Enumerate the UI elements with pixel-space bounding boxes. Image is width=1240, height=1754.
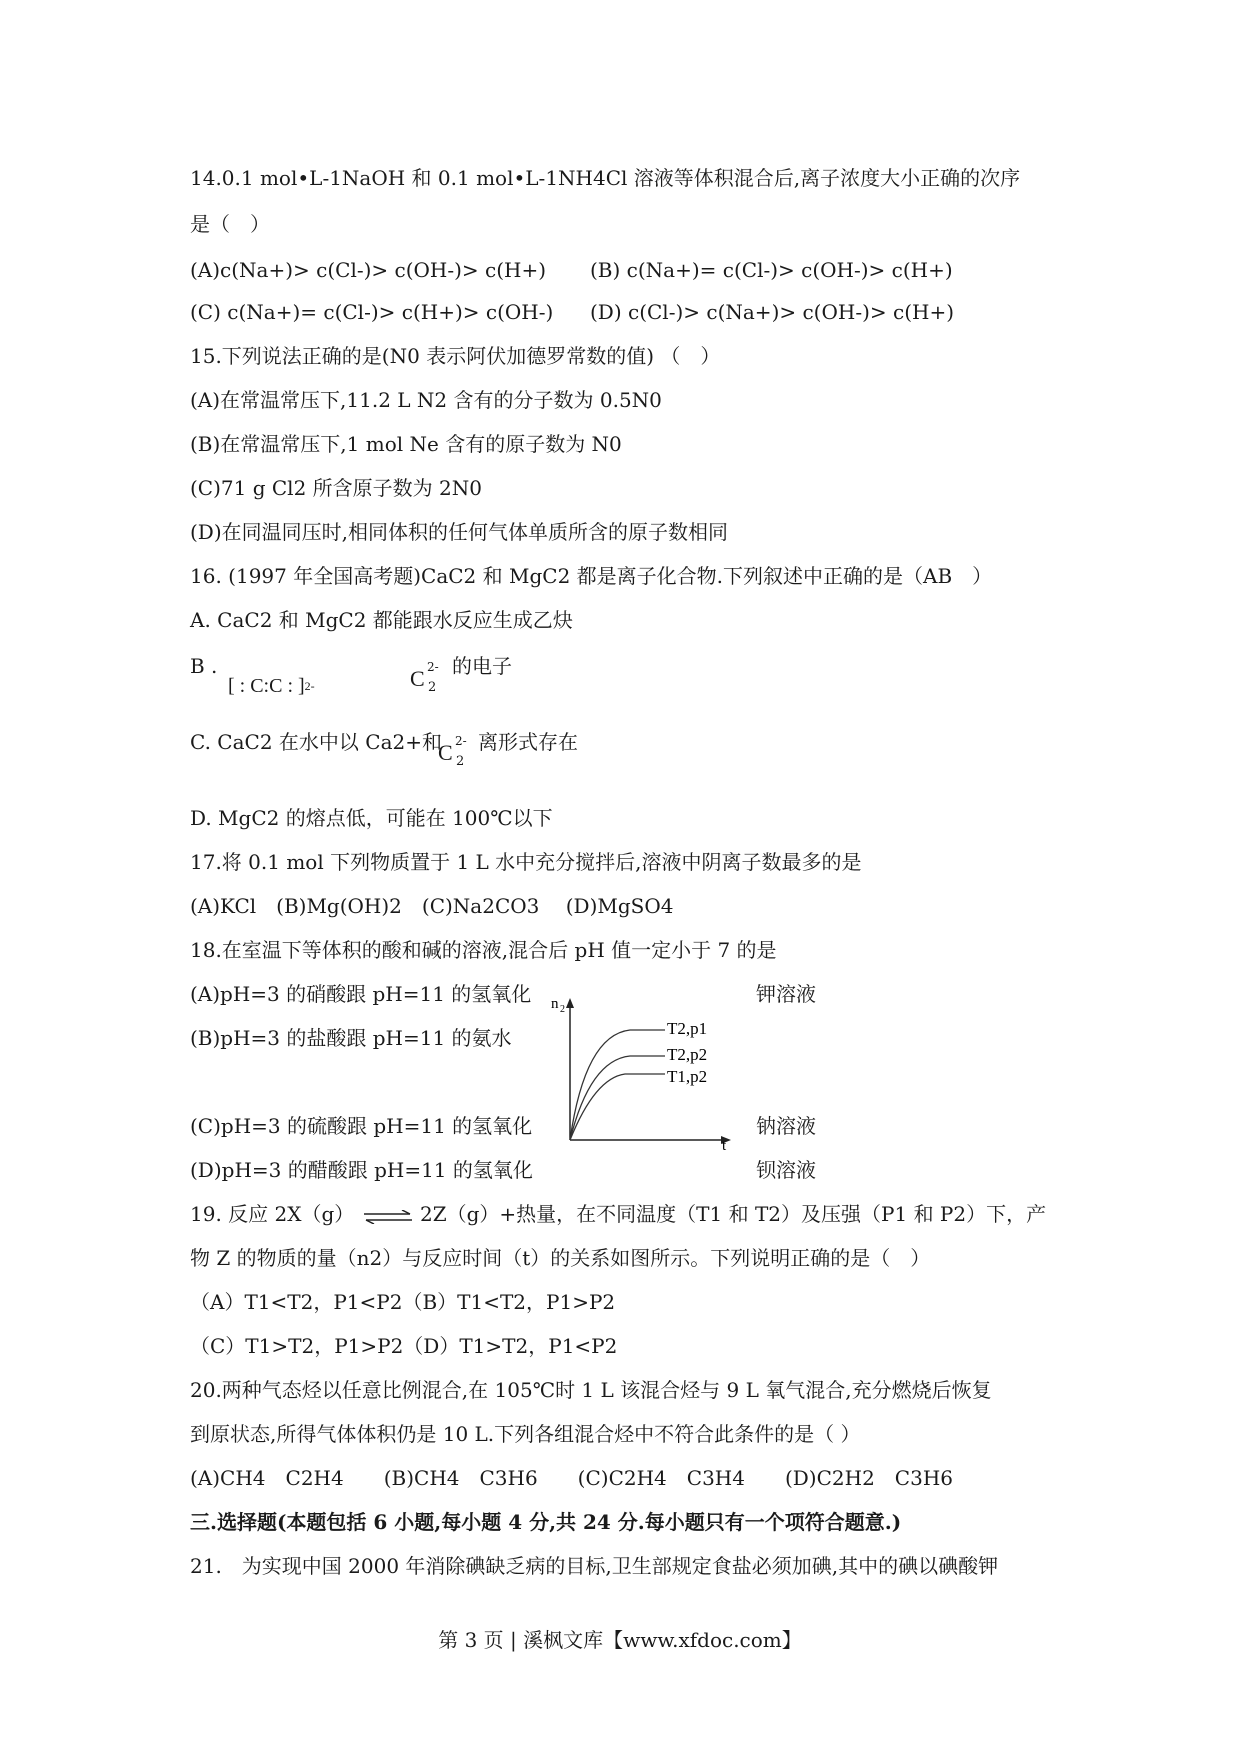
q14-option-c: (C) c(Na+)= c(Cl-)> c(H+)> c(OH-) bbox=[190, 300, 554, 324]
equilibrium-arrow-icon bbox=[362, 1210, 414, 1224]
electron-formula-text: [ : C:C : ] bbox=[228, 675, 305, 697]
q19-options-cd: （C）T1>T2，P1>P2（D）T1>T2，P1<P2 bbox=[190, 1334, 618, 1358]
q16-b-ion bbox=[410, 660, 450, 700]
ion-subscript: 2 bbox=[456, 754, 465, 769]
q14-option-d: (D) c(Cl-)> c(Na+)> c(OH-)> c(H+) bbox=[590, 300, 955, 324]
curve-t1-p2 bbox=[570, 1074, 665, 1140]
q15-option-d: (D)在同温同压时,相同体积的任何气体单质所含的原子数相同 bbox=[190, 520, 728, 544]
q16-option-d: D. MgC2 的熔点低，可能在 100℃以下 bbox=[190, 806, 553, 830]
curve-label-1: T2,p1 bbox=[667, 1019, 708, 1038]
q18-option-d-left: (D)pH=3 的醋酸跟 pH=11 的氢氧化 bbox=[190, 1158, 533, 1182]
q18-option-c-left: (C)pH=3 的硫酸跟 pH=11 的氢氧化 bbox=[190, 1114, 533, 1138]
q17-options: (A)KCl (B)Mg(OH)2 (C)Na2CO3 (D)MgSO4 bbox=[190, 894, 674, 918]
q14-stem-line2: 是（ ） bbox=[190, 212, 270, 236]
q15-option-c: (C)71 g Cl2 所含原子数为 2N0 bbox=[190, 476, 482, 500]
page-footer: 第 3 页 | 溪枫文库【www.xfdoc.com】 bbox=[438, 1628, 802, 1652]
reaction-graph bbox=[545, 990, 735, 1150]
q15-option-a: (A)在常温常压下,11.2 L N2 含有的分子数为 0.5N0 bbox=[190, 388, 662, 412]
y-axis-subscript: 2 bbox=[560, 1004, 565, 1015]
q18-option-a-left: (A)pH=3 的硝酸跟 pH=11 的氢氧化 bbox=[190, 982, 532, 1006]
q19-stem-line2: 物 Z 的物质的量（n2）与反应时间（t）的关系如图所示。下列说明正确的是（ ） bbox=[190, 1246, 931, 1270]
q18-option-d-right: 钡溶液 bbox=[756, 1158, 816, 1182]
q15-option-b: (B)在常温常压下,1 mol Ne 含有的原子数为 N0 bbox=[190, 432, 622, 456]
q19-stem-part1: 19. 反应 2X（g） bbox=[190, 1202, 355, 1226]
q20-stem-line2: 到原状态,所得气体体积仍是 10 L.下列各组混合烃中不符合此条件的是（ ） bbox=[190, 1422, 861, 1446]
q16-option-b-suffix: 的电子 bbox=[452, 654, 512, 678]
q19-stem-part2: 2Z（g）+热量，在不同温度（T1 和 T2）及压强（P1 和 P2）下，产 bbox=[420, 1202, 1047, 1226]
q16-electron-formula bbox=[228, 674, 315, 698]
ion-superscript: 2- bbox=[427, 660, 439, 674]
section-3-heading: 三.选择题(本题包括 6 小题,每小题 4 分,共 24 分.每小题只有一个项符合题意.) bbox=[190, 1510, 902, 1534]
q18-stem: 18.在室温下等体积的酸和碱的溶液,混合后 pH 值一定小于 7 的是 bbox=[190, 938, 777, 962]
q19-options-ab: （A）T1<T2，P1<P2（B）T1<T2，P1>P2 bbox=[190, 1290, 616, 1314]
q18-option-c-right: 钠溶液 bbox=[756, 1114, 816, 1138]
ion-symbol: C bbox=[438, 740, 453, 765]
q16-stem: 16. (1997 年全国高考题)CaC2 和 MgC2 都是离子化合物.下列叙述中正确的是（AB ） bbox=[190, 564, 993, 588]
q20-options: (A)CH4 C2H4 (B)CH4 C3H6 (C)C2H4 C3H4 (D)C2H2 C3H6 bbox=[190, 1466, 953, 1490]
ion-superscript: 2- bbox=[455, 734, 467, 748]
q20-stem-line1: 20.两种气态烃以任意比例混合,在 105℃时 1 L 该混合烃与 9 L 氧气混合,充分燃烧后恢复 bbox=[190, 1378, 992, 1402]
q18-option-a-right: 钾溶液 bbox=[756, 982, 816, 1006]
electron-formula-charge: 2- bbox=[304, 679, 315, 693]
x-axis-label: t bbox=[722, 1138, 727, 1150]
q16-option-a: A. CaC2 和 MgC2 都能跟水反应生成乙炔 bbox=[190, 608, 573, 632]
q18-option-b: (B)pH=3 的盐酸跟 pH=11 的氨水 bbox=[190, 1026, 512, 1050]
curve-t2-p2 bbox=[570, 1056, 665, 1140]
curve-t2-p1 bbox=[570, 1030, 665, 1140]
curve-label-3: T1,p2 bbox=[667, 1067, 708, 1086]
q15-stem: 15.下列说法正确的是(N0 表示阿伏加德罗常数的值) （ ） bbox=[190, 344, 721, 368]
y-axis-label: n bbox=[551, 996, 559, 1012]
curve-label-2: T2,p2 bbox=[667, 1045, 708, 1064]
y-axis-arrow bbox=[566, 998, 574, 1008]
q14-option-a: (A)c(Na+)> c(Cl-)> c(OH-)> c(H+) bbox=[190, 258, 547, 282]
q14-stem-line1: 14.0.1 mol•L-1NaOH 和 0.1 mol•L-1NH4Cl 溶液等体积混合后,离子浓度大小正确的次序 bbox=[190, 166, 1021, 190]
q14-option-b: (B) c(Na+)= c(Cl-)> c(OH-)> c(H+) bbox=[590, 258, 953, 282]
q16-c-ion bbox=[438, 734, 478, 774]
q21-stem: 21. 为实现中国 2000 年消除碘缺乏病的目标,卫生部规定食盐必须加碘,其中的碘以碘酸钾 bbox=[190, 1554, 999, 1578]
ion-subscript: 2 bbox=[428, 680, 437, 695]
q16-option-b-prefix: B . bbox=[190, 654, 218, 678]
q16-option-c-prefix: C. CaC2 在水中以 Ca2+和 bbox=[190, 730, 442, 754]
q16-option-c-suffix: 离形式存在 bbox=[478, 730, 578, 754]
q17-stem: 17.将 0.1 mol 下列物质置于 1 L 水中充分搅拌后,溶液中阴离子数最多的是 bbox=[190, 850, 862, 874]
ion-symbol: C bbox=[410, 666, 425, 691]
